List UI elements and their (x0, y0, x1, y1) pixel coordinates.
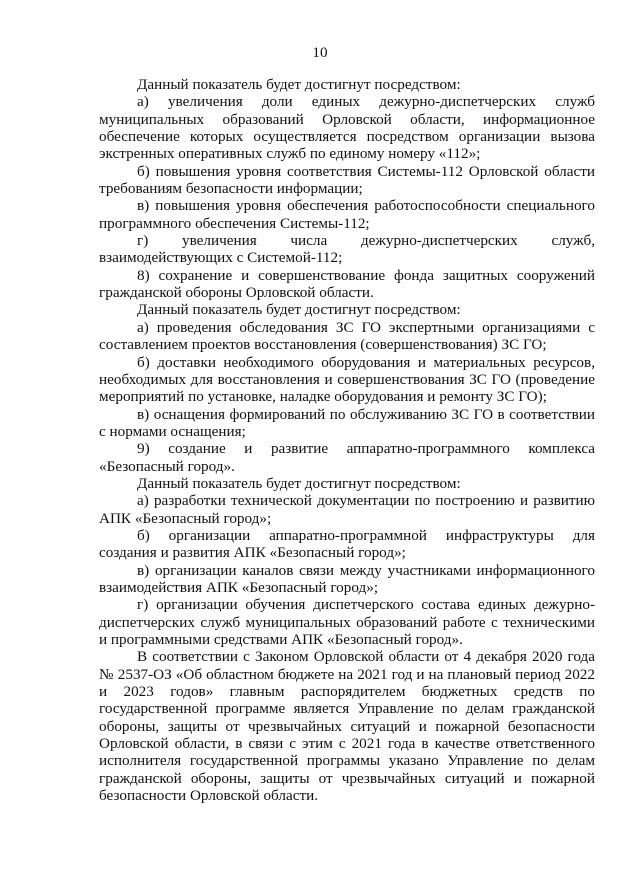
paragraph: б) повышения уровня соответствия Системы-112 Орловской области требованиям безопасности информации; (99, 162, 595, 198)
document-body (99, 76, 595, 804)
paragraph: а) проведения обследования ЗС ГО экспертными организациями с составлением проектов восстановления (совершенствования) ЗС ГО; (99, 318, 595, 354)
paragraph: Данный показатель будет достигнут посредством: (137, 76, 461, 93)
paragraph: Данный показатель будет достигнут посредством: (137, 301, 461, 319)
page-number: 10 (312, 44, 328, 61)
paragraph: а) увеличения доли единых дежурно-диспетчерских служб муниципальных образований Орловской области, информационное обеспечение которых осуществляется посредством организации вызова экстренных оперативных служб по единому номеру «112»; (99, 93, 595, 163)
paragraph: г) организации обучения диспетчерского состава единых дежурно-диспетчерских служб муниципальных образований работе с техническими и программными средствами АПК «Безопасный город». (99, 596, 595, 648)
paragraph: г) увеличения числа дежурно-диспетчерских служб, взаимодействующих с Системой-112; (99, 232, 595, 267)
paragraph: в) организации каналов связи между участниками информационного взаимодействия АПК «Безопасный город»; (99, 561, 595, 596)
paragraph: б) доставки необходимого оборудования и материальных ресурсов, необходимых для восстановления и совершенствования ЗС ГО (проведение мероприятий по установке, наладке оборудования и ремонту ЗС ГО); (99, 353, 595, 406)
paragraph: а) разработки технической документации по построению и развитию АПК «Безопасный город»; (99, 492, 595, 527)
paragraph: 9) создание и развитие аппаратно-программного комплекса «Безопасный город». (99, 440, 595, 475)
paragraph: 8) сохранение и совершенствование фонда защитных сооружений гражданской обороны Орловской области. (99, 266, 595, 302)
paragraph: в) повышения уровня обеспечения работоспособности специального программного обеспечения Системы-112; (99, 197, 595, 232)
paragraph: Данный показатель будет достигнут посредством: (137, 474, 461, 492)
paragraph: В соответствии с Законом Орловской области от 4 декабря 2020 года № 2537-ОЗ «Об областном бюджете на 2021 год и на плановый период 2022 и 2023 годов» главным распорядителем бюджетных средств по государственной программе является Управление по делам гражданской обороны, защиты от чрезвычайных ситуаций и пожарной безопасности Орловской области, в связи с этим с 2021 года в качестве ответственного исполнителя государственной программы указано Управление по делам гражданской обороны, защиты от чрезвычайных ситуаций и пожарной безопасности Орловской области. (99, 648, 595, 805)
paragraph: в) оснащения формирований по обслуживанию ЗС ГО в соответствии с нормами оснащения; (99, 405, 595, 440)
paragraph: б) организации аппаратно-программной инфраструктуры для создания и развития АПК «Безопасный город»; (99, 526, 595, 562)
